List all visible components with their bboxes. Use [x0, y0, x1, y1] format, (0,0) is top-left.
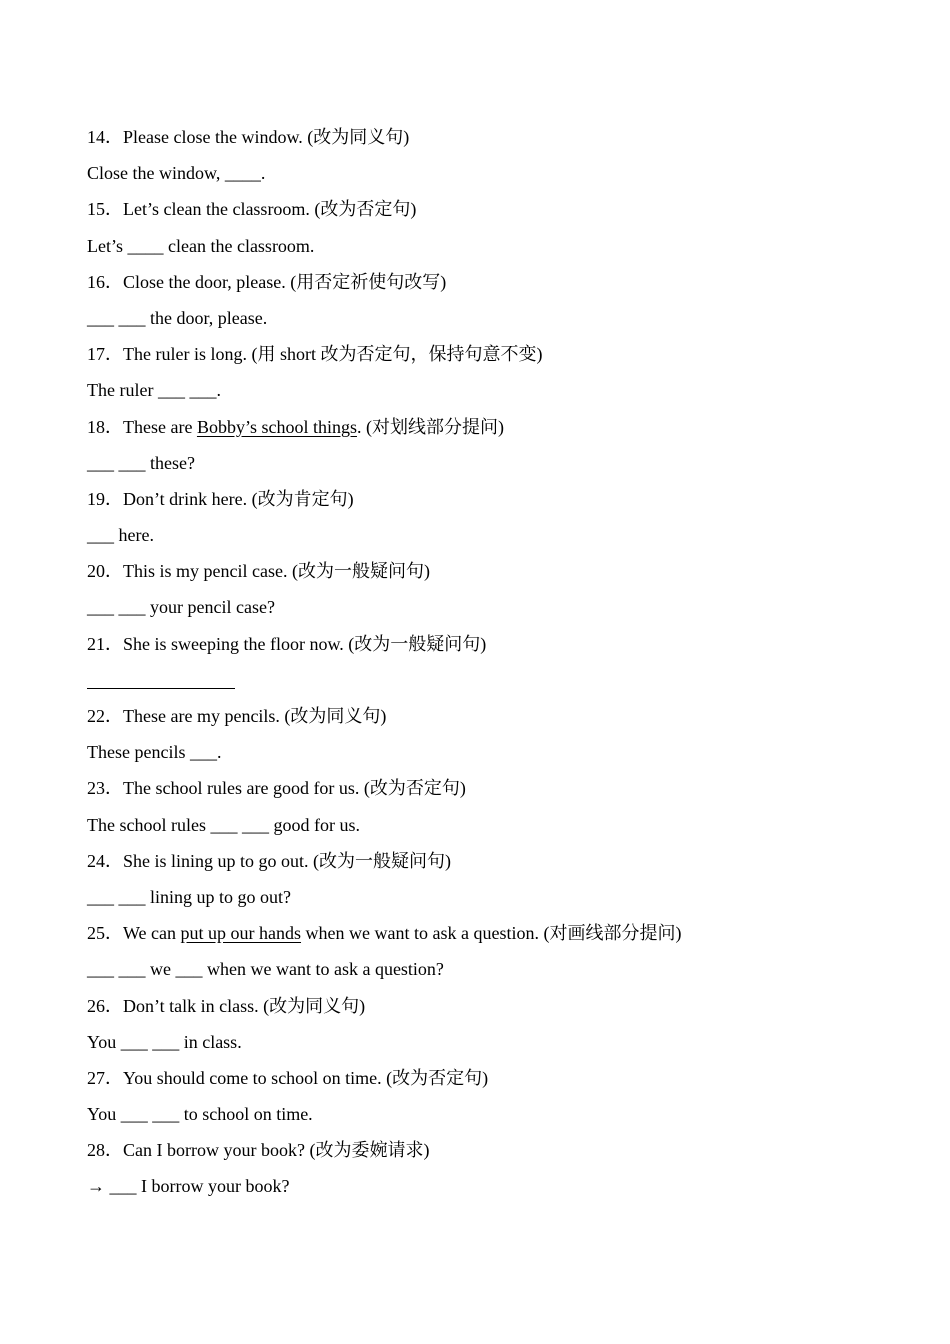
- question-18-prompt-end: . (对划线部分提问): [356, 416, 504, 437]
- question-16-prompt: 16．Close the door, please. (用否定祈使句改写): [87, 271, 447, 292]
- exercise-list: [87, 123, 887, 1209]
- question-19-answer: ___ here.: [87, 525, 154, 546]
- question-20-answer: ___ ___ your pencil case?: [87, 597, 275, 618]
- question-14-prompt: 14．Please close the window. (改为同义句): [87, 127, 410, 147]
- answer-blank-line: [87, 666, 235, 689]
- question-28-answer: → ___ I borrow your book?: [87, 1176, 290, 1197]
- question-18-prompt-start: 18．These are: [87, 416, 197, 437]
- question-19-prompt: 19．Don’t drink here. (改为肯定句): [87, 488, 354, 509]
- question-25-prompt-end: when we want to ask a question. (对画线部分提问): [301, 923, 682, 944]
- question-15-answer: Let’s ____ clean the classroom.: [87, 235, 315, 256]
- question-25-prompt-start: 25．We can: [87, 923, 181, 944]
- question-23-prompt: 23．The school rules are good for us. (改为否定句): [87, 778, 466, 799]
- question-27-answer: You ___ ___ to school on time.: [87, 1104, 313, 1125]
- question-20-prompt: 20．This is my pencil case. (改为一般疑问句): [87, 561, 430, 582]
- question-25-underlined-phrase: put up our hands: [180, 923, 302, 944]
- question-28-prompt: 28．Can I borrow your book? (改为委婉请求): [87, 1140, 430, 1161]
- question-14-answer: Close the window, ____.: [87, 163, 266, 184]
- question-26-prompt: 26．Don’t talk in class. (改为同义句): [87, 995, 366, 1016]
- question-21-answer: [87, 666, 887, 702]
- question-26-answer: You ___ ___ in class.: [87, 1031, 242, 1052]
- question-18-answer: ___ ___ these?: [87, 452, 195, 473]
- question-27-prompt: 27．You should come to school on time. (改为否定句): [87, 1067, 489, 1088]
- question-17-prompt: 17．The ruler is long. (用 short 改为否定句，保持句意不变): [87, 344, 543, 365]
- question-25-answer: ___ ___ we ___ when we want to ask a question?: [87, 959, 444, 980]
- question-23-answer: The school rules ___ ___ good for us.: [87, 814, 360, 835]
- question-24-answer: ___ ___ lining up to go out?: [87, 886, 291, 907]
- question-18-underlined-phrase: Bobby’s school things: [196, 416, 357, 437]
- question-25-prompt: [87, 919, 887, 955]
- question-15-prompt: 15．Let’s clean the classroom. (改为否定句): [87, 199, 417, 220]
- question-21-prompt: 21．She is sweeping the floor now. (改为一般疑问句): [87, 633, 487, 654]
- question-18-prompt: [87, 413, 887, 449]
- question-24-prompt: 24．She is lining up to go out. (改为一般疑问句): [87, 850, 451, 871]
- question-22-prompt: 22．These are my pencils. (改为同义句): [87, 706, 387, 726]
- question-17-answer: The ruler ___ ___.: [87, 380, 221, 401]
- question-16-answer: ___ ___ the door, please.: [87, 307, 268, 328]
- question-22-answer: These pencils ___.: [87, 742, 222, 763]
